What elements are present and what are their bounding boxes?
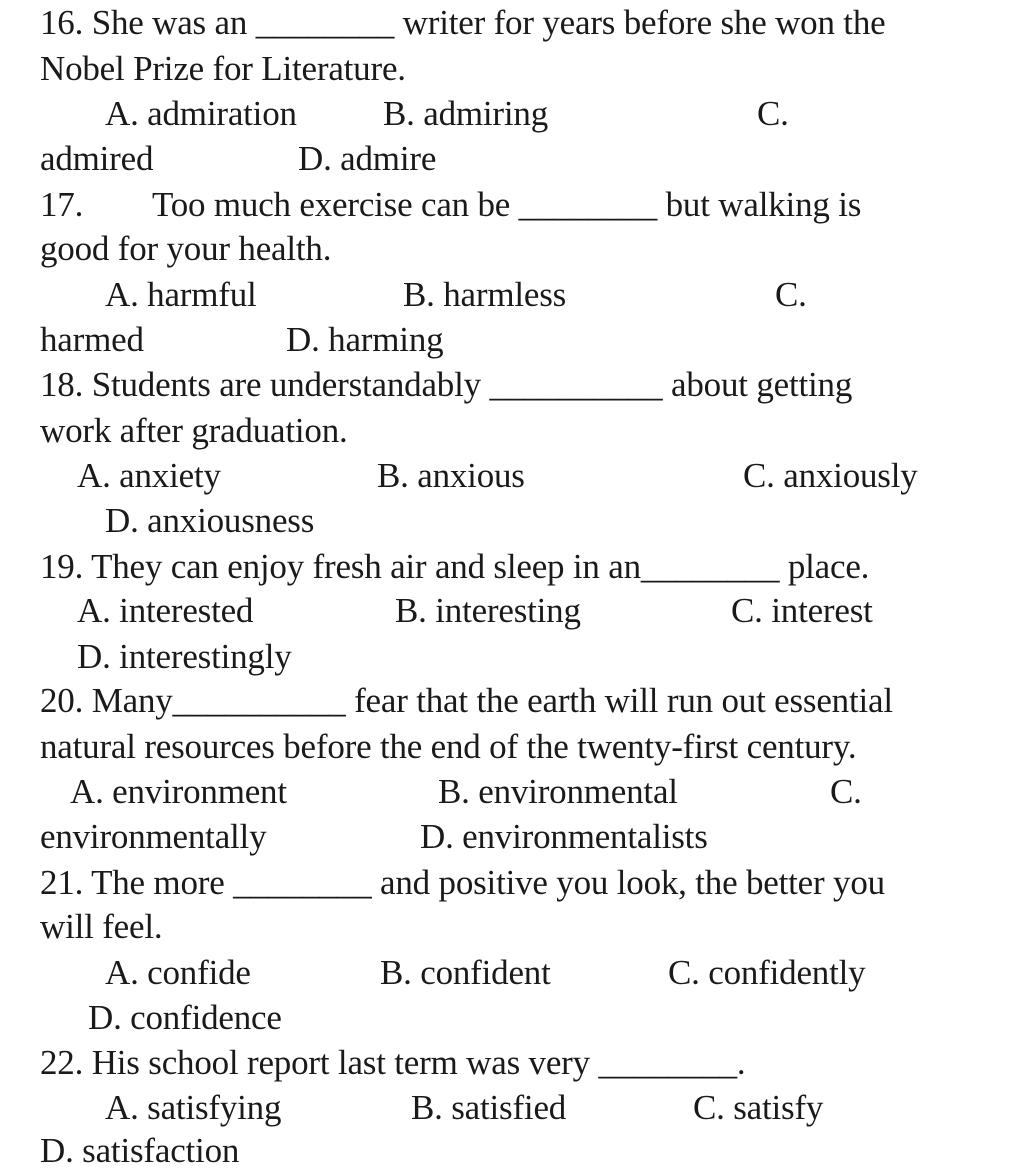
q16-option-c-text: admired [40, 139, 154, 178]
q21-stem-line1: 21. The more ________ and positive you look, the better you [40, 863, 885, 902]
q18-option-b: B. anxious [377, 456, 525, 495]
q17-option-b: B. harmless [403, 275, 567, 314]
q20-option-d: D. environmentalists [420, 817, 708, 856]
q19-option-b: B. interesting [395, 591, 581, 630]
q19-option-a: A. interested [77, 591, 254, 630]
q16-option-a: A. admiration [105, 94, 297, 133]
q17-number: 17. [40, 185, 84, 224]
q20-option-c: C. [830, 772, 862, 811]
q16-option-d: D. admire [298, 139, 437, 178]
q18-option-a: A. anxiety [77, 456, 221, 495]
q18-option-d: D. anxiousness [105, 501, 315, 540]
q17-stem-line2: good for your health. [40, 229, 332, 268]
q18-option-c: C. anxiously [743, 456, 918, 495]
q19-stem-line1: 19. They can enjoy fresh air and sleep in an________ place. [40, 547, 870, 586]
q18-stem-line2: work after graduation. [40, 411, 348, 450]
q21-option-d: D. confidence [88, 998, 282, 1037]
q20-option-c-text: environmentally [40, 817, 267, 856]
q17-stem-line1: Too much exercise can be ________ but walking is [152, 185, 862, 224]
q18-stem-line1: 18. Students are understandably __________ about getting [40, 365, 853, 404]
q16-stem-line2: Nobel Prize for Literature. [40, 49, 406, 88]
q22-option-b: B. satisfied [411, 1088, 567, 1127]
q22-option-d: D. satisfaction [40, 1131, 240, 1170]
q16-option-b: B. admiring [383, 94, 549, 133]
q21-option-c: C. confidently [668, 953, 866, 992]
q22-option-c: C. satisfy [693, 1088, 824, 1127]
q20-stem-line1: 20. Many__________ fear that the earth will run out essential [40, 681, 893, 720]
q16-stem-line1: 16. She was an ________ writer for years before she won the [40, 3, 886, 42]
q17-option-a: A. harmful [105, 275, 257, 314]
q19-option-d: D. interestingly [77, 637, 292, 676]
q20-option-a: A. environment [70, 772, 287, 811]
q21-option-a: A. confide [105, 953, 251, 992]
q20-stem-line2: natural resources before the end of the twenty-first century. [40, 727, 857, 766]
q21-stem-line2: will feel. [40, 907, 163, 946]
q17-option-c-text: harmed [40, 320, 144, 359]
q19-option-c: C. interest [731, 591, 873, 630]
q17-option-c: C. [775, 275, 807, 314]
q21-option-b: B. confident [380, 953, 551, 992]
q20-option-b: B. environmental [438, 772, 678, 811]
q16-option-c: C. [757, 94, 789, 133]
q22-stem-line1: 22. His school report last term was very ________. [40, 1043, 746, 1082]
q17-option-d: D. harming [286, 320, 444, 359]
q22-option-a: A. satisfying [105, 1088, 282, 1127]
